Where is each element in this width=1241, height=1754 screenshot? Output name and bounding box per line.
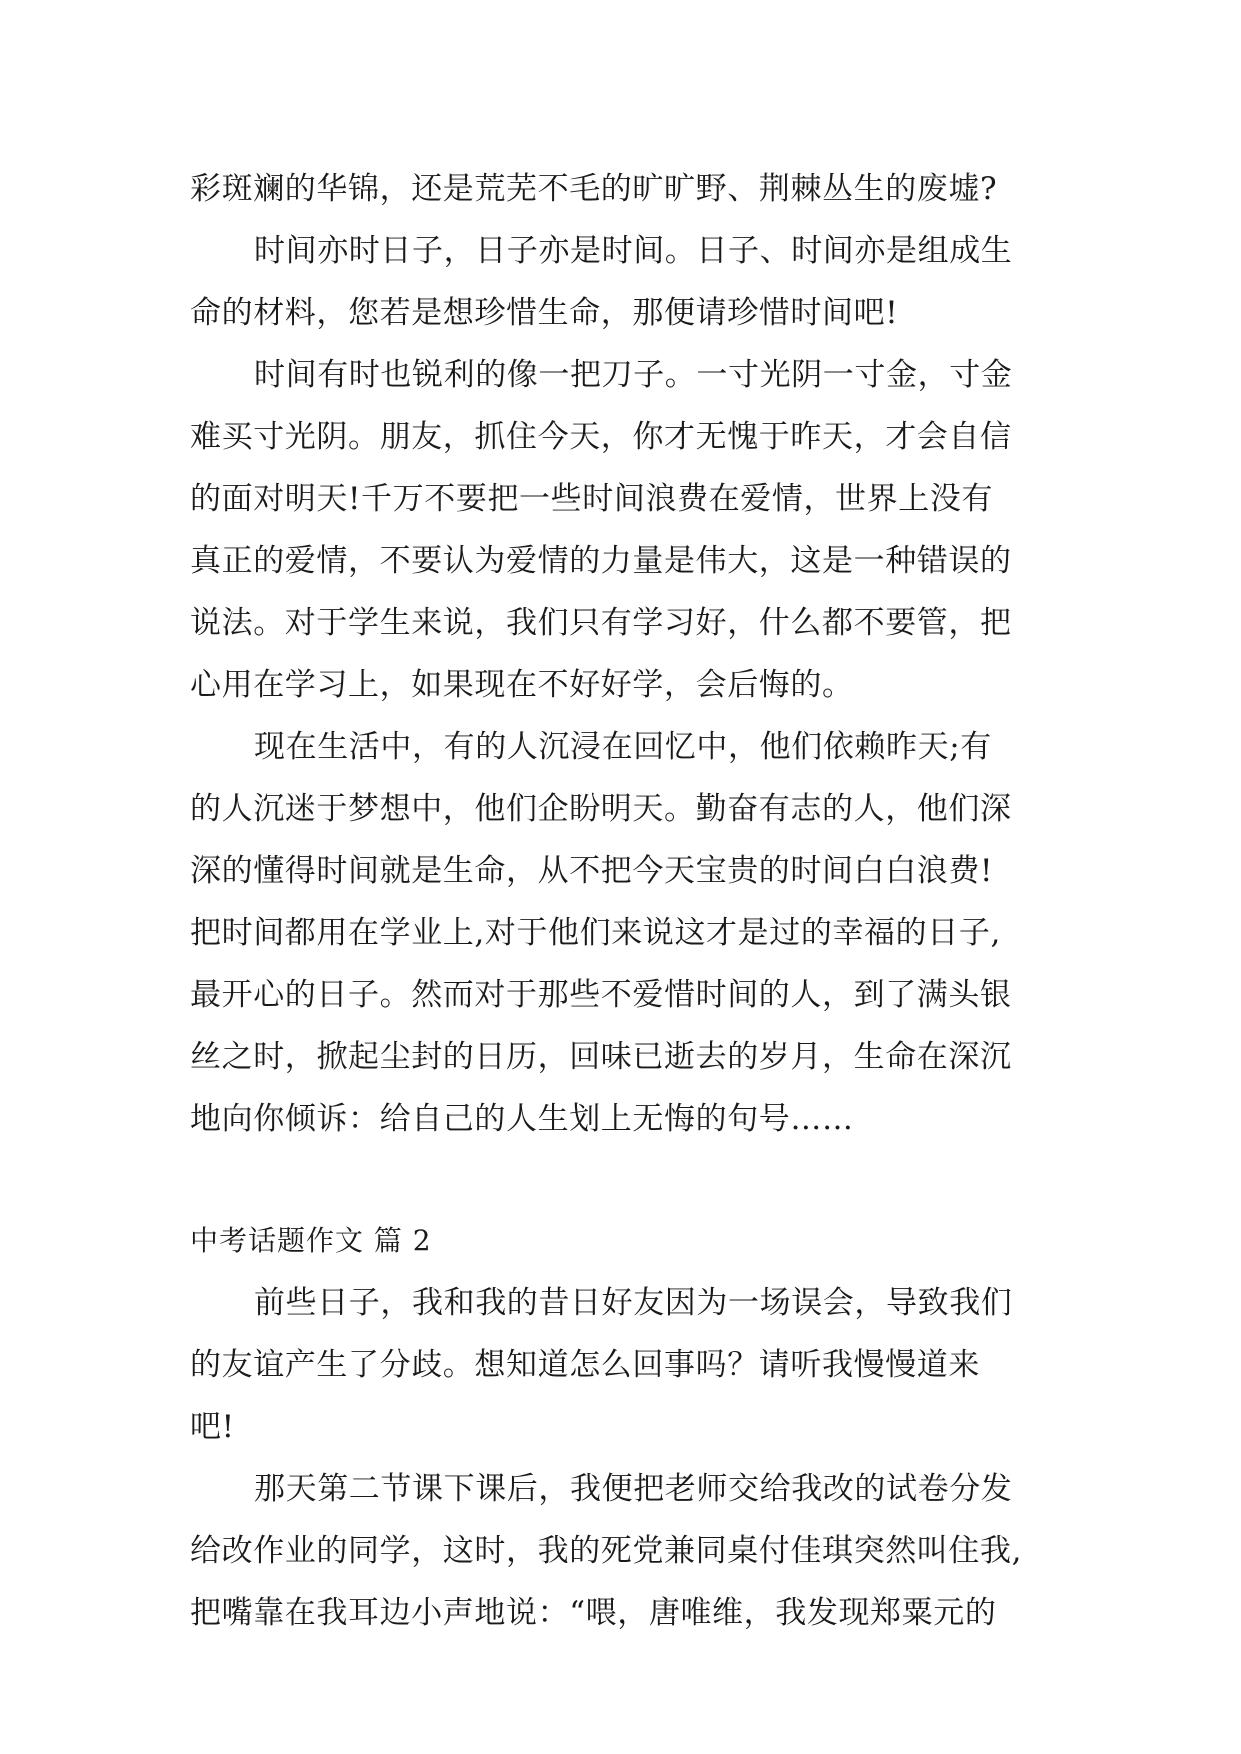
paragraph [190, 344, 1052, 716]
essay-section-2 [190, 1210, 1052, 1644]
text-line: 深的懂得时间就是生命，从不把今天宝贵的时间白白浪费! [190, 853, 994, 889]
text-line: 吧! [190, 1409, 235, 1445]
essay-section-1 [190, 158, 1052, 1150]
paragraph [190, 158, 1052, 220]
text-line: 地向你倾诉：给自己的人生划上无悔的句号…… [190, 1101, 854, 1137]
text-line: 最开心的日子。然而对于那些不爱惜时间的人，到了满头银 [190, 977, 1012, 1013]
section-spacer [190, 1150, 1052, 1210]
text-line: 命的材料，您若是想珍惜生命，那便请珍惜时间吧! [190, 295, 899, 331]
text-line: 难买寸光阴。朋友，抓住今天，你才无愧于昨天，才会自信 [190, 419, 1012, 455]
text-line: 前些日子，我和我的昔日好友因为一场误会，导致我们 [254, 1285, 1013, 1321]
paragraph [190, 1272, 1052, 1458]
text-line: 时间亦时日子，日子亦是时间。日子、时间亦是组成生 [254, 233, 1013, 269]
text-line: 彩斑斓的华锦，还是荒芜不毛的旷旷野、荆棘丛生的废墟? [190, 171, 998, 207]
text-line: 时间有时也锐利的像一把刀子。一寸光阴一寸金，寸金 [254, 357, 1013, 393]
text-line: 说法。对于学生来说，我们只有学习好，什么都不要管，把 [190, 605, 1012, 641]
text-line: 把时间都用在学业上,对于他们来说这才是过的幸福的日子, [190, 915, 1001, 951]
text-line: 的人沉迷于梦想中，他们企盼明天。勤奋有志的人，他们深 [190, 791, 1012, 827]
text-line: 那天第二节课下课后，我便把老师交给我改的试卷分发 [254, 1471, 1013, 1507]
section-heading: 中考话题作文 篇 2 [190, 1224, 432, 1257]
paragraph [190, 1458, 1052, 1644]
paragraph [190, 220, 1052, 344]
text-line: 心用在学习上，如果现在不好好学，会后悔的。 [190, 667, 854, 703]
text-line: 的面对明天!千万不要把一些时间浪费在爱情，世界上没有 [190, 481, 994, 517]
paragraph [190, 716, 1052, 1150]
document-page [190, 158, 1052, 1644]
text-line: 把嘴靠在我耳边小声地说：“喂，唐唯维，我发现郑粟元的 [190, 1595, 997, 1631]
text-line: 给改作业的同学，这时，我的死党兼同桌付佳琪突然叫住我, [190, 1533, 1023, 1569]
text-line: 真正的爱情，不要认为爱情的力量是伟大，这是一种错误的 [190, 543, 1012, 579]
text-line: 现在生活中，有的人沉浸在回忆中，他们依赖昨天;有 [254, 729, 992, 765]
text-line: 丝之时，掀起尘封的日历，回味已逝去的岁月，生命在深沉 [190, 1039, 1012, 1075]
text-line: 的友谊产生了分歧。想知道怎么回事吗？请听我慢慢道来 [190, 1347, 980, 1383]
